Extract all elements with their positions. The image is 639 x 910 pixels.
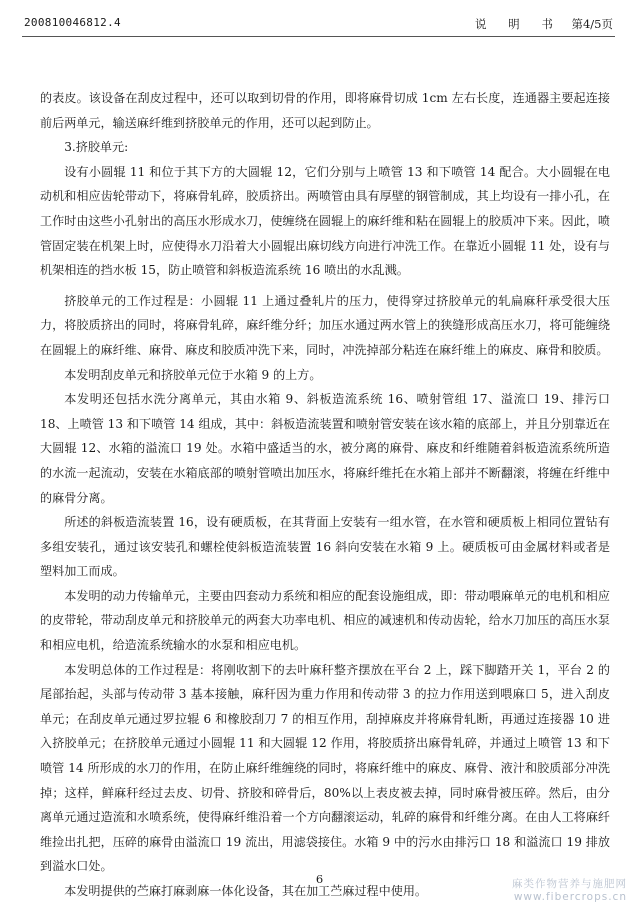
paragraph: 本发明总体的工作过程是：将刚收割下的去叶麻秆整齐摆放在平台 2 上，踩下脚踏开关 1，平台 2 的尾部抬起，头部与传动带 3 基本接触，麻秆因为重力作用和传动带 3 的拉力作用送到喂麻口 5，进入刮皮单元；在刮皮单元通过罗拉辊 6 和橡胶刮刀 7 的相互作用，刮掉麻皮并将麻骨轧断，再通过连接器 10 进入挤胶单元；在挤胶单元通过小圆辊 11 和大圆辊 12 作用，将胶质挤出麻骨轧碎，并通过上喷管 13 和下喷管 14 所形成的水刀的作用，在防止麻纤维缠绕的同时，将麻纤维中的麻皮、麻骨、液汁和胶质部分冲洗掉；这样，鲜麻秆经过去皮、切骨、挤胶和碎骨后，80%以上表皮被去掉，同时麻骨被压碎。然后，由分离单元通过造流和水喷系统，使得麻纤维沿着一个方向翻滚运动，轧碎的麻骨和纤维分离。在由人工将麻纤维捡出扎把，压碎的麻骨由溢流口 19 流出，用滤袋接住。水箱 9 中的污水由排污口 18 和溢流口 19 排放到溢水口处。 [40, 662, 610, 874]
section-heading: 3.挤胶单元: [64, 140, 129, 155]
paragraph: 的表皮。该设备在刮皮过程中，还可以取到切骨的作用，即将麻骨切成 1cm 左右长度，连通器主要起连接前后两单元，输送麻纤维到挤胶单元的作用，还可以起到防止。 [40, 91, 610, 130]
document-body [40, 86, 610, 904]
page-number: 6 [315, 872, 324, 886]
header-right [475, 16, 613, 32]
document-type: 说 明 书 [475, 17, 562, 31]
application-number: 200810046812.4 [24, 16, 121, 29]
watermark-url: www.fibercrops.cn [513, 891, 627, 903]
watermark-title: 麻类作物营养与施肥网 [512, 878, 627, 890]
header-rule [22, 36, 615, 37]
paragraph: 本发明刮皮单元和挤胶单元位于水箱 9 的上方。 [64, 367, 322, 382]
paragraph: 挤胶单元的工作过程是：小圆辊 11 上通过叠轧片的压力，使得穿过挤胶单元的轧扁麻秆承受很大压力，将胶质挤出的同时，将麻骨轧碎，麻纤维分纤；加压水通过两水管上的狭缝形成高压水刀，将可能缠绕在圆辊上的麻纤维、麻骨、麻皮和胶质冲洗下来，同时，冲洗掉部分粘连在麻纤维上的麻皮、麻骨和胶质。 [40, 293, 610, 357]
paragraph: 本发明的动力传输单元，主要由四套动力系统和相应的配套设施组成，即：带动喂麻单元的电机和相应的皮带轮，带动刮皮单元和挤胶单元的两套大功率电机、相应的减速机和传动齿轮，给水刀加压的高压水泵和相应电机，给造流系统输水的水泵和相应电机。 [40, 588, 610, 653]
paragraph: 本发明还包括水洗分离单元，其由水箱 9、斜板造流系统 16、喷射管组 17、溢流口 19、排污口 18、上喷管 13 和下喷管 14 组成，其中：斜板造流装置和喷射管安装在该水箱的底部上，并且分别靠近在大圆辊 12、水箱的溢流口 19 处。水箱中盛适当的水，被分离的麻骨、麻皮和纤维随着斜板造流系统所造的水流一起流动，安装在水箱底部的喷射管喷出加压水，将麻纤维托在水箱上部并不断翻滚，将缠在纤维中的麻骨分离。 [40, 392, 610, 505]
paragraph: 所述的斜板造流装置 16，设有硬质板，在其背面上安装有一组水管，在水管和硬质板上相同位置钻有多组安装孔，通过该安装孔和螺栓使斜板造流装置 16 斜向安装在水箱 9 上。硬质板可由金属材料或者是塑料加工而成。 [40, 515, 610, 579]
paragraph: 设有小圆辊 11 和位于其下方的大圆辊 12，它们分别与上喷管 13 和下喷管 14 配合。大小圆辊在电动机和相应齿轮带动下，将麻骨轧碎，胶质挤出。两喷管由具有厚壁的钢管制成，其上均设有一排小孔，在工作时由这些小孔射出的高压水形成水刀，使缠绕在圆辊上的麻纤维和粘在圆辊上的胶质冲下来。因此，喷管固定装在机架上时，应使得水刀沿着大小圆辊出麻切线方向进行冲洗工作。在靠近小圆辊 11 处，设有与机架相连的挡水板 15，防止喷管和斜板造流系统 16 喷出的水乱溅。 [40, 164, 610, 278]
page-header [24, 16, 613, 38]
page-info: 第4/5页 [571, 17, 613, 31]
paragraph: 本发明提供的苎麻打麻剥麻一体化设备，其在加工苎麻过程中使用。 [64, 884, 428, 898]
watermark [512, 878, 627, 904]
